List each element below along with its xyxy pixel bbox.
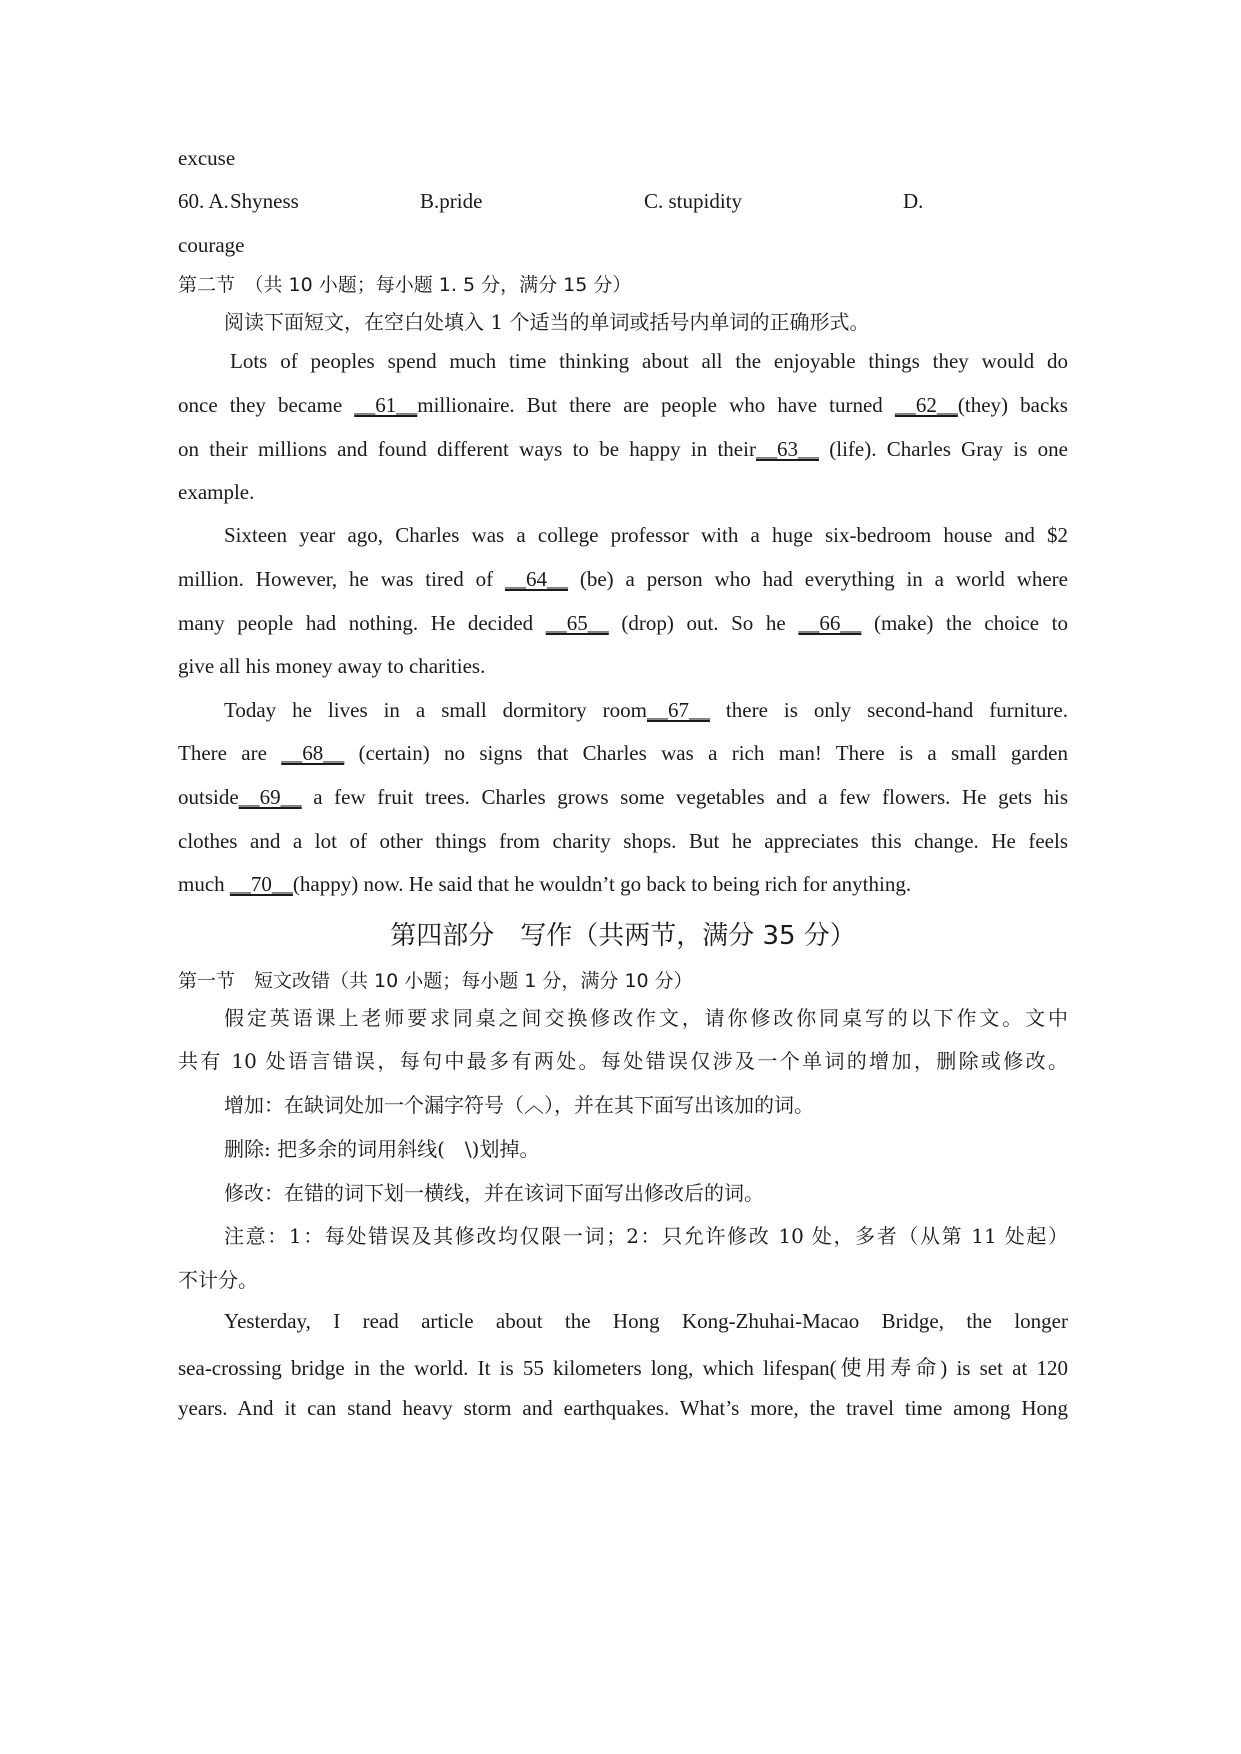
- p1-line-3: on their millions and found different ways to be happy in their__63__ (life). Charles Gray is one: [178, 437, 1068, 461]
- p1-line-1: Lots of peoples spend much time thinking about all the enjoyable things they would do: [230, 349, 1068, 373]
- blank-65: __65__: [545, 611, 609, 635]
- p2-line-4: give all his money away to charities.: [178, 654, 486, 678]
- blank-62: __62__: [894, 393, 958, 417]
- section2-heading: 第二节 （共 10 小题；每小题 1. 5 分，满分 15 分）: [178, 274, 632, 296]
- p3-line-3: outside__69__ a few fruit trees. Charles grows some vegetables and a few flowers. He gets his: [178, 785, 1068, 809]
- q59-option-tail: excuse: [178, 146, 236, 170]
- q60-option-c: C. stupidity: [644, 189, 743, 213]
- p2-line-1: Sixteen year ago, Charles was a college professor with a huge six-bedroom house and $2: [224, 523, 1068, 547]
- blank-68: __68__: [281, 741, 345, 765]
- essay-line-3: years. And it can stand heavy storm and earthquakes. What’s more, the travel time among Hong: [178, 1396, 1068, 1420]
- correction-rule-modify: 修改：在错的词下划一横线，并在该词下面写出修改后的词。: [224, 1181, 764, 1205]
- part4-title: 第四部分 写作（共两节，满分 35 分）: [390, 921, 856, 951]
- p1-line-2: once they became __61__millionaire. But there are people who have turned __62__(they) backs: [178, 393, 1068, 417]
- blank-63: __63__: [755, 437, 819, 461]
- correction-instruction-1: 假定英语课上老师要求同桌之间交换修改作文，请你修改你同桌写的以下作文。文中: [224, 1006, 1068, 1030]
- p3-line-2: There are __68__ (certain) no signs that Charles was a rich man! There is a small garden: [178, 741, 1068, 765]
- q60-option-d-text: courage: [178, 233, 245, 257]
- p2-line-3: many people had nothing. He decided __65__ (drop) out. So he __66__ (make) the choice to: [178, 611, 1068, 635]
- correction-note-1: 注意：1：每处错误及其修改均仅限一词；2：只允许修改 10 处，多者（从第 11 处起）: [224, 1224, 1068, 1248]
- blank-66: __66__: [798, 611, 862, 635]
- q60-option-b: B.pride: [420, 189, 483, 213]
- q60-option-a: Shyness: [230, 189, 299, 213]
- correction-note-2: 不计分。: [178, 1268, 258, 1292]
- blank-67: __67__: [646, 698, 710, 722]
- essay-line-2: sea-crossing bridge in the world. It is 55 kilometers long, which lifespan(使用寿命) is set at 120: [178, 1356, 1068, 1380]
- q60-option-d: D.: [903, 189, 924, 213]
- q60-number: 60. A.: [178, 189, 229, 213]
- p2-line-2: million. However, he was tired of __64__ (be) a person who had everything in a world where: [178, 567, 1068, 591]
- blank-70: __70__: [229, 872, 293, 896]
- blank-61: __61__: [354, 393, 418, 417]
- p1-line-4: example.: [178, 480, 255, 504]
- p3-line-4: clothes and a lot of other things from charity shops. But he appreciates this change. He feels: [178, 829, 1068, 853]
- p3-line-5: much __70__(happy) now. He said that he wouldn’t go back to being rich for anything.: [178, 872, 912, 896]
- section2-instruction: 阅读下面短文，在空白处填入 1 个适当的单词或括号内单词的正确形式。: [224, 310, 870, 334]
- part4-section1-heading: 第一节 短文改错（共 10 小题；每小题 1 分，满分 10 分）: [178, 970, 693, 992]
- correction-rule-add: 增加：在缺词处加一个漏字符号（︿），并在其下面写出该加的词。: [224, 1093, 814, 1117]
- blank-69: __69__: [238, 785, 302, 809]
- correction-rule-delete: 删除: 把多余的词用斜线( \)划掉。: [224, 1137, 540, 1161]
- essay-line-1: Yesterday, I read article about the Hong Kong-Zhuhai-Macao Bridge, the longer: [224, 1309, 1068, 1333]
- blank-64: __64__: [504, 567, 568, 591]
- p3-line-1: Today he lives in a small dormitory room__67__ there is only second-hand furniture.: [224, 698, 1068, 722]
- correction-instruction-2: 共有 10 处语言错误，每句中最多有两处。每处错误仅涉及一个单词的增加，删除或修改。: [178, 1049, 1068, 1073]
